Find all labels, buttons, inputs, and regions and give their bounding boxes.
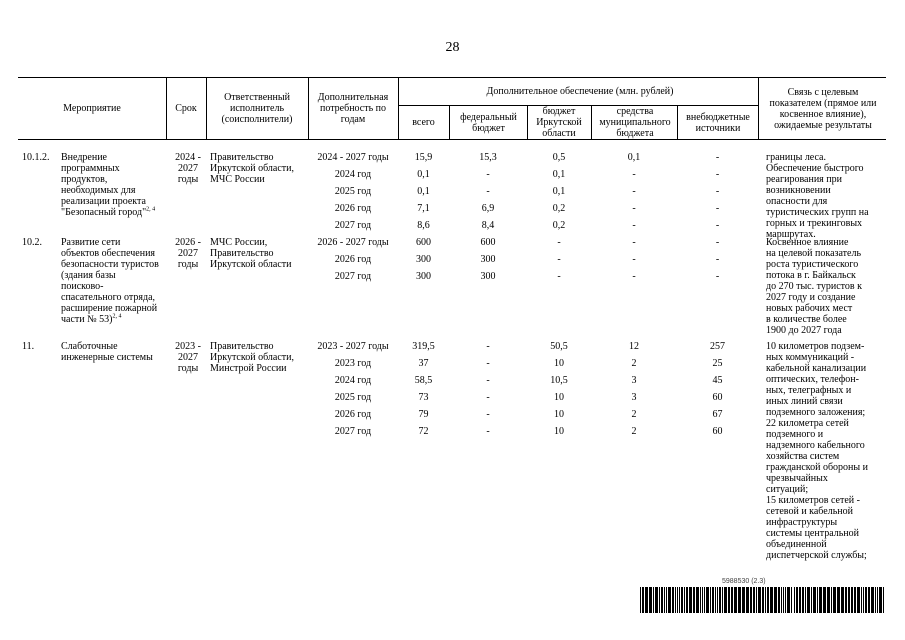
result-line: подземного и bbox=[766, 429, 824, 440]
table-cell-period: 2027 год bbox=[334, 271, 372, 282]
header-regional: бюджет Иркутской области bbox=[536, 106, 582, 139]
table-cell-period: 2025 год bbox=[334, 392, 372, 403]
barcode-number: 5988530 (2.3) bbox=[722, 578, 766, 585]
result-line: ных, телеграфных и bbox=[766, 385, 852, 396]
result-line: горных и трекинговых bbox=[766, 218, 863, 229]
table-cell-off: 67 bbox=[712, 409, 723, 420]
table-cell-regional: 0,2 bbox=[552, 203, 566, 214]
table-cell-off: - bbox=[715, 169, 720, 180]
result-line: системы центральной bbox=[766, 528, 859, 539]
result-line: Обеспечение быстрого bbox=[766, 163, 864, 174]
table-cell-period: 2023 год bbox=[334, 358, 372, 369]
table-cell-total: 0,1 bbox=[417, 186, 430, 197]
term-line: годы bbox=[177, 174, 199, 185]
table-cell-period: 2026 год bbox=[334, 409, 372, 420]
header-funding-group: Дополнительное обеспечение (млн. рублей) bbox=[486, 86, 674, 97]
measure-text-line: программных bbox=[61, 163, 120, 174]
result-line: кабельной канализации bbox=[766, 363, 867, 374]
table-cell-municipal: 2 bbox=[631, 426, 637, 437]
result-line: Косвенное влияние bbox=[766, 237, 849, 248]
measure-text-line: спасательного отряда, bbox=[61, 292, 156, 303]
result-line: 1900 до 2027 года bbox=[766, 325, 842, 336]
term-line: 2024 - bbox=[175, 152, 201, 163]
col-divider bbox=[449, 105, 450, 139]
table-cell-municipal: - bbox=[632, 220, 636, 231]
table-cell-period: 2024 год bbox=[334, 375, 372, 386]
header-offbudget: внебюджетные источники bbox=[686, 111, 750, 134]
executor-line: Правительство bbox=[210, 152, 274, 163]
table-cell-federal: - bbox=[486, 341, 490, 352]
term-line: 2027 bbox=[178, 248, 198, 259]
header-measure: Мероприятие bbox=[63, 103, 121, 114]
executor-line: Иркутской области, bbox=[210, 163, 294, 174]
measure-text-line: продуктов, bbox=[61, 174, 108, 185]
table-cell-federal: - bbox=[486, 358, 490, 369]
col-divider bbox=[206, 77, 207, 139]
executor-line: МЧС России, bbox=[210, 237, 268, 248]
table-cell-municipal: 12 bbox=[629, 341, 639, 352]
term-line: 2027 bbox=[178, 163, 198, 174]
col-divider bbox=[758, 77, 759, 139]
table-header-bottom-border bbox=[18, 139, 886, 140]
table-cell-federal: 600 bbox=[480, 237, 496, 248]
result-line: туристических групп на bbox=[766, 207, 869, 218]
table-cell-total: 79 bbox=[418, 409, 429, 420]
table-cell-federal: - bbox=[486, 375, 490, 386]
table-cell-regional: 10 bbox=[554, 426, 564, 437]
header-federal: федеральный бюджет bbox=[460, 111, 517, 134]
executor-line: Иркутской области, bbox=[210, 352, 294, 363]
table-cell-regional: - bbox=[557, 237, 561, 248]
footnote-ref: 2, 4 bbox=[112, 313, 122, 320]
result-line: надземного кабельного bbox=[766, 440, 865, 451]
measure-text-line: Слаботочные bbox=[61, 341, 118, 352]
result-line: диспетчерской службы; bbox=[766, 550, 867, 561]
measure-text-line: части № 53)$^{2, 4}$ bbox=[61, 313, 122, 325]
executor-line: МЧС России bbox=[210, 174, 265, 185]
table-cell-federal: 300 bbox=[480, 271, 496, 282]
table-cell-municipal: - bbox=[632, 169, 636, 180]
measure-text-line: "Безопасный город"$^{2, 4}$ bbox=[61, 206, 156, 218]
table-cell-regional: 10 bbox=[554, 392, 564, 403]
measure-text-line: инженерные системы bbox=[61, 352, 153, 363]
table-cell-total: 7,1 bbox=[417, 203, 430, 214]
table-cell-municipal: 3 bbox=[631, 392, 637, 403]
measure-text-line: необходимых для bbox=[61, 185, 136, 196]
header-term: Срок bbox=[175, 103, 197, 114]
footnote-ref: 2, 4 bbox=[146, 206, 156, 213]
measure-text-line: безопасности туристов bbox=[61, 259, 159, 270]
table-cell-off: - bbox=[715, 186, 720, 197]
table-cell-federal: 6,9 bbox=[481, 203, 495, 214]
result-line: границы леса. bbox=[766, 152, 826, 163]
executor-line: Правительство bbox=[210, 341, 274, 352]
result-line: до 270 тыс. туристов к bbox=[766, 281, 862, 292]
table-cell-regional: 0,2 bbox=[552, 220, 566, 231]
result-line: возникновении bbox=[766, 185, 831, 196]
col-divider bbox=[527, 105, 528, 139]
table-cell-total: 8,6 bbox=[417, 220, 430, 231]
result-line: новых рабочих мест bbox=[766, 303, 853, 314]
result-line: роста туристического bbox=[766, 259, 859, 270]
term-line: годы bbox=[177, 363, 199, 374]
table-cell-period: 2024 - 2027 годы bbox=[317, 152, 389, 163]
header-link: Связь с целевым показателем (прямое или косвенное влияние), ожидаемые результаты bbox=[769, 86, 877, 131]
result-line: маршрутах. bbox=[766, 229, 816, 240]
table-cell-off: 257 bbox=[710, 341, 725, 352]
table-cell-period: 2024 год bbox=[334, 169, 372, 180]
table-cell-off: - bbox=[715, 152, 720, 163]
result-line: 2027 году и создание bbox=[766, 292, 856, 303]
col-divider bbox=[591, 105, 592, 139]
table-cell-regional: 0,5 bbox=[552, 152, 566, 163]
table-cell-regional: - bbox=[557, 271, 561, 282]
measure-number: 10.1.2. bbox=[22, 152, 50, 163]
table-cell-off: - bbox=[715, 220, 720, 231]
measure-text-line: объектов обеспечения bbox=[61, 248, 156, 259]
table-cell-off: 45 bbox=[712, 375, 723, 386]
table-cell-regional: 0,1 bbox=[552, 186, 566, 197]
table-cell-off: 60 bbox=[712, 392, 723, 403]
result-line: потока в г. Байкальск bbox=[766, 270, 856, 281]
table-cell-municipal: 3 bbox=[631, 375, 637, 386]
term-line: 2023 - bbox=[175, 341, 201, 352]
result-line: ситуаций; bbox=[766, 484, 809, 495]
table-cell-total: 73 bbox=[418, 392, 429, 403]
table-cell-period: 2027 год bbox=[334, 426, 372, 437]
col-divider bbox=[677, 105, 678, 139]
col-divider bbox=[308, 77, 309, 139]
table-cell-regional: 0,1 bbox=[552, 169, 566, 180]
header-executor: Ответственный исполнитель (соисполнители) bbox=[221, 92, 293, 125]
table-cell-total: 72 bbox=[418, 426, 429, 437]
term-line: 2027 bbox=[178, 352, 198, 363]
table-cell-federal: - bbox=[486, 409, 490, 420]
table-cell-regional: - bbox=[557, 254, 561, 265]
result-line: 15 километров сетей - bbox=[766, 495, 860, 506]
executor-line: Иркутской области bbox=[210, 259, 292, 270]
result-line: чрезвычайных bbox=[766, 473, 828, 484]
table-cell-federal: 8,4 bbox=[481, 220, 495, 231]
table-cell-federal: - bbox=[486, 186, 490, 197]
header-need: Дополнительная потребность по годам bbox=[317, 92, 389, 125]
result-line: в количестве более bbox=[766, 314, 847, 325]
table-cell-off: - bbox=[715, 237, 720, 248]
table-cell-period: 2026 год bbox=[334, 254, 372, 265]
table-cell-total: 300 bbox=[416, 271, 431, 282]
result-line: ных коммуникаций - bbox=[766, 352, 855, 363]
table-cell-total: 300 bbox=[416, 254, 431, 265]
table-cell-total: 15,9 bbox=[414, 152, 433, 163]
table-cell-total: 319,5 bbox=[412, 341, 435, 352]
table-cell-municipal: - bbox=[632, 254, 636, 265]
measure-text-line: (здания базы bbox=[61, 270, 116, 281]
table-cell-municipal: 2 bbox=[631, 358, 637, 369]
table-cell-municipal: 0,1 bbox=[627, 152, 641, 163]
table-cell-period: 2025 год bbox=[334, 186, 372, 197]
term-line: годы bbox=[177, 259, 199, 270]
measure-text-line: Внедрение bbox=[61, 152, 107, 163]
table-cell-period: 2023 - 2027 годы bbox=[317, 341, 389, 352]
table-cell-off: 60 bbox=[712, 426, 723, 437]
table-cell-total: 37 bbox=[418, 358, 429, 369]
page-number: 28 bbox=[445, 40, 460, 55]
measure-text-line: Развитие сети bbox=[61, 237, 121, 248]
header-total: всего bbox=[412, 117, 435, 128]
result-line: подземного заложения; bbox=[766, 407, 866, 418]
table-cell-total: 0,1 bbox=[417, 169, 430, 180]
measure-text-line: расширение пожарной bbox=[61, 303, 158, 314]
table-cell-period: 2026 год bbox=[334, 203, 372, 214]
result-line: 10 километров подзем- bbox=[766, 341, 865, 352]
table-cell-period: 2026 - 2027 годы bbox=[317, 237, 389, 248]
table-cell-municipal: - bbox=[632, 203, 636, 214]
table-cell-total: 58,5 bbox=[414, 375, 433, 386]
result-line: реагирования при bbox=[766, 174, 842, 185]
table-cell-off: - bbox=[715, 203, 720, 214]
table-cell-municipal: 2 bbox=[631, 409, 637, 420]
result-line: 22 километра сетей bbox=[766, 418, 849, 429]
table-cell-off: - bbox=[715, 271, 720, 282]
result-line: на целевой показатель bbox=[766, 248, 861, 259]
table-cell-municipal: - bbox=[632, 271, 636, 282]
barcode-image bbox=[640, 587, 886, 613]
table-cell-off: 25 bbox=[712, 358, 723, 369]
table-cell-total: 600 bbox=[416, 237, 431, 248]
table-cell-regional: 10,5 bbox=[550, 375, 568, 386]
executor-line: Минстрой России bbox=[210, 363, 287, 374]
table-cell-off: - bbox=[715, 254, 720, 265]
result-line: хозяйства систем bbox=[766, 451, 840, 462]
executor-line: Правительство bbox=[210, 248, 274, 259]
table-cell-federal: - bbox=[486, 426, 490, 437]
result-line: иных линий связи bbox=[766, 396, 843, 407]
table-cell-municipal: - bbox=[632, 237, 636, 248]
table-cell-municipal: - bbox=[632, 186, 636, 197]
result-line: опасности для bbox=[766, 196, 828, 207]
table-cell-regional: 10 bbox=[554, 358, 564, 369]
table-cell-regional: 10 bbox=[554, 409, 564, 420]
table-cell-federal: 15,3 bbox=[479, 152, 497, 163]
measure-number: 11. bbox=[22, 341, 35, 352]
result-line: гражданской обороны и bbox=[766, 462, 868, 473]
measure-text-line: поисково- bbox=[61, 281, 104, 292]
header-municipal: средства муниципального бюджета bbox=[599, 106, 671, 139]
table-cell-regional: 50,5 bbox=[550, 341, 568, 352]
table-cell-federal: - bbox=[486, 169, 490, 180]
table-cell-federal: 300 bbox=[480, 254, 496, 265]
measure-text-line: реализации проекта bbox=[61, 196, 146, 207]
result-line: сетевой и кабельной bbox=[766, 506, 853, 517]
table-cell-period: 2027 год bbox=[334, 220, 372, 231]
result-line: оптических, телефон- bbox=[766, 374, 859, 385]
result-line: инфраструктуры bbox=[766, 517, 838, 528]
result-line: объединенной bbox=[766, 539, 827, 550]
term-line: 2026 - bbox=[175, 237, 201, 248]
table-cell-federal: - bbox=[486, 392, 490, 403]
measure-number: 10.2. bbox=[22, 237, 42, 248]
